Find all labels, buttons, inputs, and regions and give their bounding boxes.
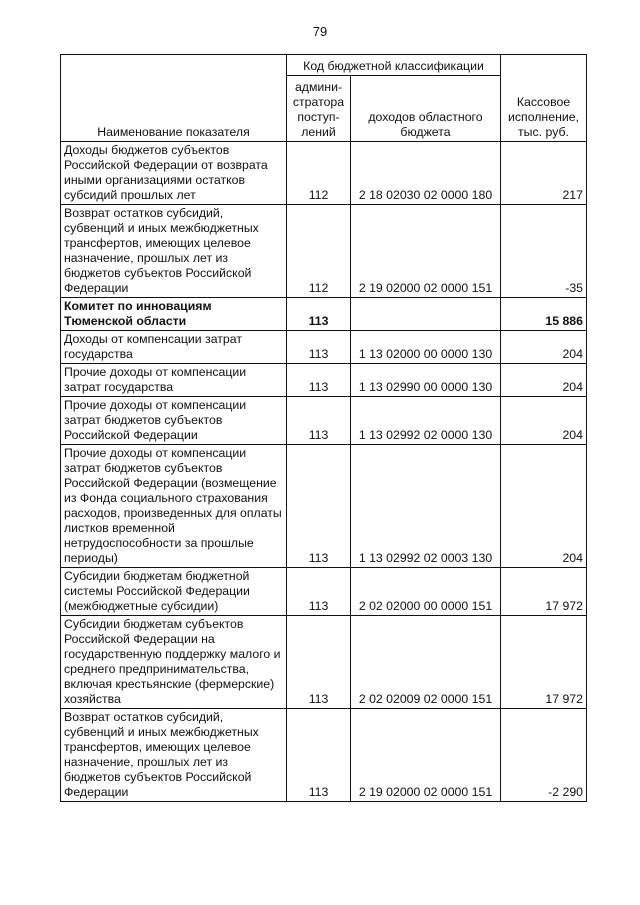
row-admin: 113 [287,568,351,616]
row-code: 2 02 02000 00 0000 151 [351,568,501,616]
row-sum: 204 [501,364,587,397]
row-sum: 204 [501,445,587,568]
table-row [61,709,587,802]
row-name: Доходы бюджетов субъектов Российской Федерации от возврата иными организациями остатков субсидий прошлых лет [61,142,287,205]
row-name: Возврат остатков субсидий, субвенций и иных межбюджетных трансфертов, имеющих целевое назначение, прошлых лет из бюджетов субъектов Российской Федерации [61,205,287,298]
row-name: Прочие доходы от компенсации затрат государства [61,364,287,397]
row-sum: -35 [501,205,587,298]
header-classification-group: Код бюджетной классификации [287,55,501,76]
row-code: 1 13 02992 02 0000 130 [351,397,501,445]
row-code: 1 13 02990 00 0000 130 [351,364,501,397]
row-code: 1 13 02992 02 0003 130 [351,445,501,568]
row-name: Комитет по инновациям Тюменской области [61,298,287,331]
row-admin: 112 [287,205,351,298]
row-admin: 113 [287,616,351,709]
row-admin: 113 [287,709,351,802]
row-code: 2 18 02030 02 0000 180 [351,142,501,205]
row-admin: 113 [287,298,351,331]
table-row [61,445,587,568]
table-row-section [61,298,587,331]
row-admin: 113 [287,397,351,445]
page-number: 79 [312,24,328,39]
row-sum: 204 [501,331,587,364]
table-row [61,142,587,205]
header-sum: Кассовое исполнение, тыс. руб. [501,55,587,142]
row-code: 2 19 02000 02 0000 151 [351,205,501,298]
row-sum: 15 886 [501,298,587,331]
header-name: Наименование показателя [61,55,287,142]
row-code [351,298,501,331]
row-admin: 113 [287,445,351,568]
row-code: 1 13 02000 00 0000 130 [351,331,501,364]
row-admin: 112 [287,142,351,205]
table-row [61,616,587,709]
budget-table [60,54,587,802]
row-sum: 217 [501,142,587,205]
row-code: 2 19 02000 02 0000 151 [351,709,501,802]
table-row [61,568,587,616]
header-admin: админи-стратора поступ-лений [287,76,351,142]
row-sum: 17 972 [501,568,587,616]
row-sum: 204 [501,397,587,445]
row-sum: 17 972 [501,616,587,709]
header-code: доходов областного бюджета [351,76,501,142]
row-admin: 113 [287,364,351,397]
table-row [61,331,587,364]
row-name: Прочие доходы от компенсации затрат бюджетов субъектов Российской Федерации [61,397,287,445]
row-name: Доходы от компенсации затрат государства [61,331,287,364]
row-name: Возврат остатков субсидий, субвенций и иных межбюджетных трансфертов, имеющих целевое назначение, прошлых лет из бюджетов субъектов Российской Федерации [61,709,287,802]
row-code: 2 02 02009 02 0000 151 [351,616,501,709]
table-row [61,205,587,298]
table-row [61,364,587,397]
row-name: Субсидии бюджетам субъектов Российской Федерации на государственную поддержку малого и среднего предпринимательства, включая крестьянские (фермерские) хозяйства [61,616,287,709]
row-admin: 113 [287,331,351,364]
row-sum: -2 290 [501,709,587,802]
row-name: Субсидии бюджетам бюджетной системы Российской Федерации (межбюджетные субсидии) [61,568,287,616]
row-name: Прочие доходы от компенсации затрат бюджетов субъектов Российской Федерации (возмещение из Фонда социального страхования расходов, произведенных для оплаты листков временной нетрудоспособности за прошлые периоды) [61,445,287,568]
table-row [61,397,587,445]
